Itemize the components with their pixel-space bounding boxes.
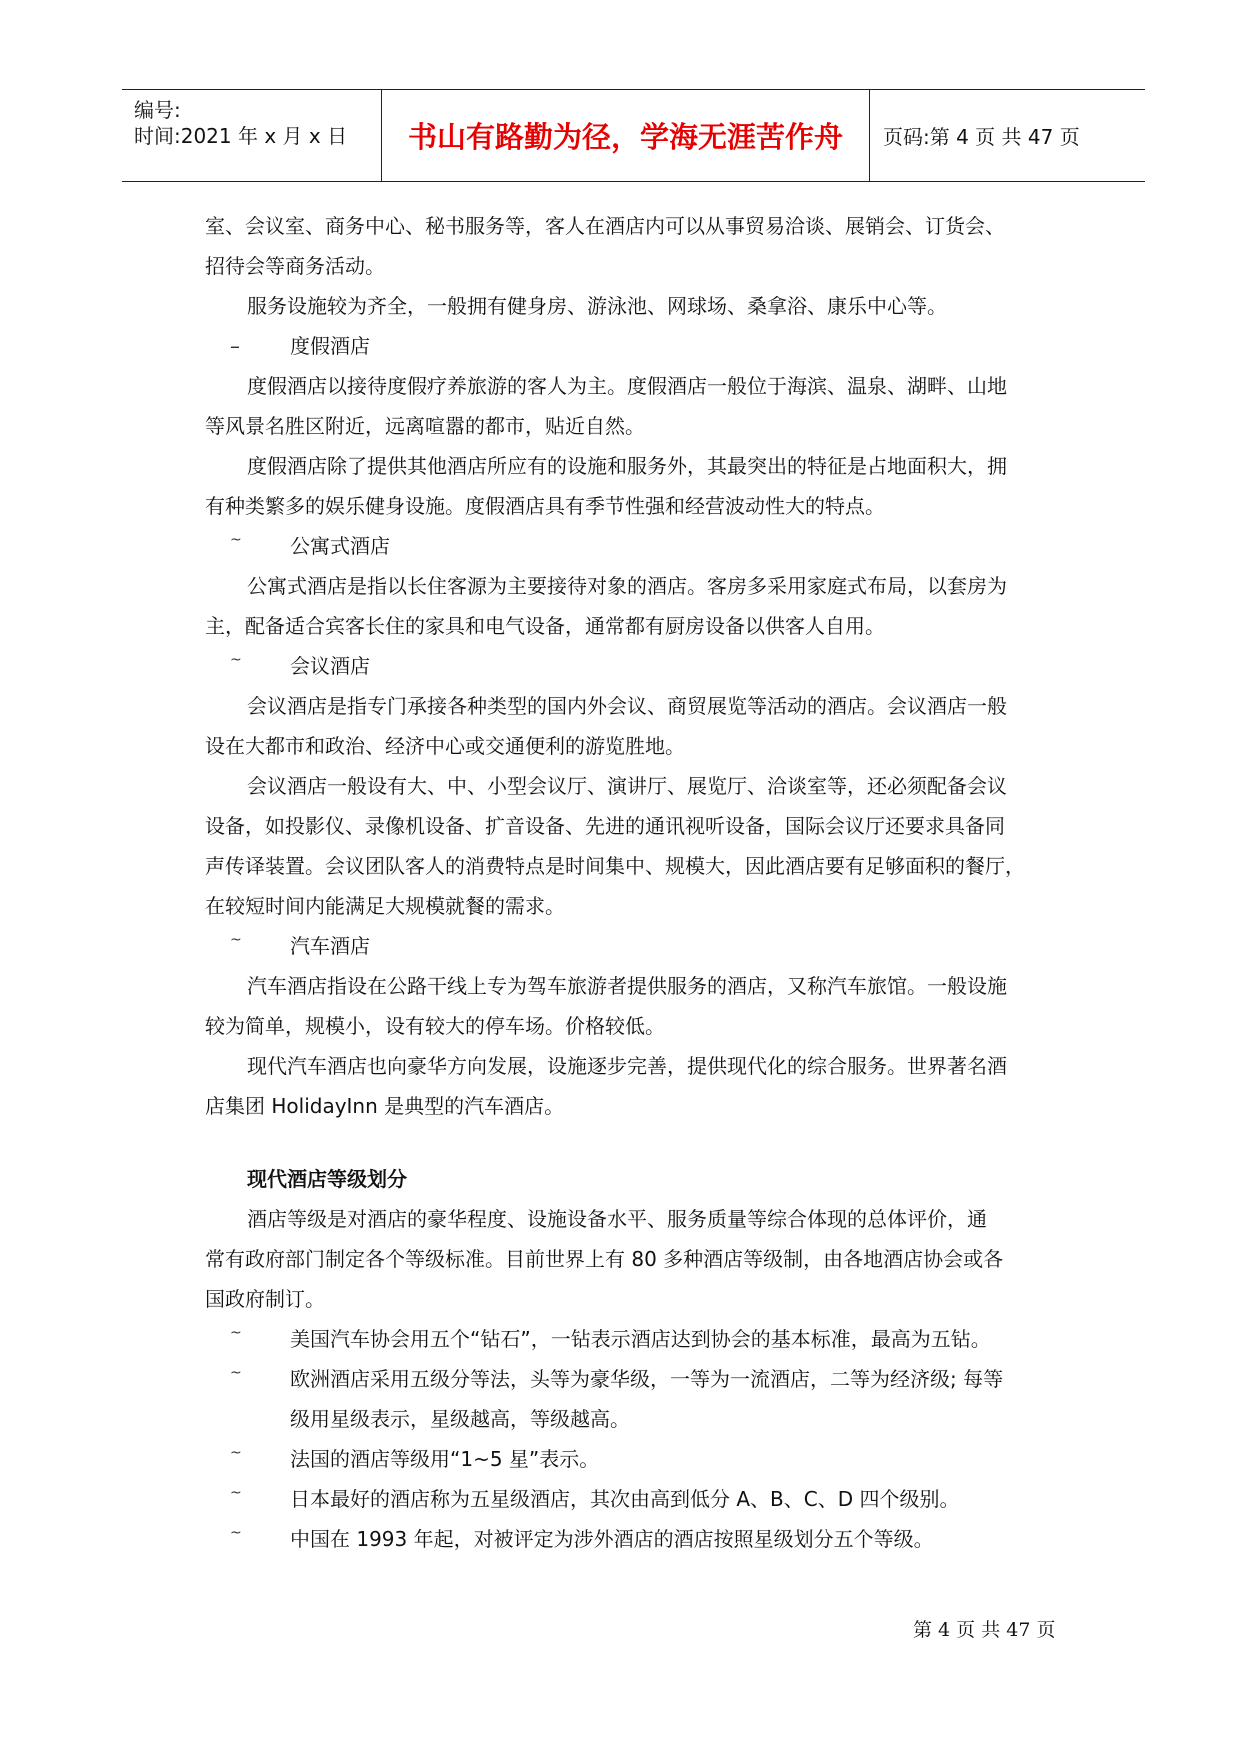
paragraph-line: 店集团 HolidayInn 是典型的汽车酒店。: [205, 1094, 565, 1118]
tilde-bullet-marker: ~: [230, 1525, 242, 1541]
section-title-resort: [205, 326, 1065, 366]
list-item-text: 美国汽车协会用五个“钻石”，一钻表示酒店达到协会的基本标准，最高为五钻。: [290, 1327, 991, 1351]
paragraph-line: 公寓式酒店是指以长住客源为主要接待对象的酒店。客房多采用家庭式布局，以套房为: [247, 574, 1007, 598]
document-header: [122, 89, 1145, 182]
tilde-bullet-marker: ~: [230, 652, 242, 668]
tilde-bullet-marker: ~: [230, 1325, 242, 1341]
paragraph-line: 国政府制订。: [205, 1287, 325, 1311]
paragraph-line: 招待会等商务活动。: [205, 254, 385, 278]
tilde-bullet-marker: ~: [230, 1445, 242, 1461]
list-item-text: 欧洲酒店采用五级分等法，头等为豪华级，一等为一流酒店，二等为经济级; 每等: [290, 1367, 1004, 1391]
paragraph-line: 声传译装置。会议团队客人的消费特点是时间集中、规模大，因此酒店要有足够面积的餐厅，: [205, 854, 1025, 878]
tilde-bullet-marker: ~: [230, 932, 242, 948]
section-title-conference: [205, 646, 1065, 686]
paragraph-line: 服务设施较为齐全，一般拥有健身房、游泳池、网球场、桑拿浴、康乐中心等。: [247, 294, 947, 318]
paragraph-line: 会议酒店是指专门承接各种类型的国内外会议、商贸展览等活动的酒店。会议酒店一般: [247, 694, 1007, 718]
dash-bullet-marker: –: [230, 334, 240, 358]
section-title-apartment: [205, 526, 1065, 566]
list-item: [205, 1519, 1065, 1559]
tilde-bullet-marker: ~: [230, 1365, 242, 1381]
list-item-text: 级用星级表示，星级越高，等级越高。: [290, 1407, 630, 1431]
tilde-bullet-marker: ~: [230, 1485, 242, 1501]
paragraph-line: 等风景名胜区附近，远离喧嚣的都市，贴近自然。: [205, 414, 645, 438]
list-item: [205, 1359, 1065, 1399]
header-page-info: 页码:第 4 页 共 47 页: [883, 125, 1080, 149]
paragraph-line: 度假酒店除了提供其他酒店所应有的设施和服务外，其最突出的特征是占地面积大，拥: [247, 454, 1007, 478]
header-meta-cell: [122, 90, 382, 181]
list-item: [205, 1319, 1065, 1359]
list-item-text: 法国的酒店等级用“1~5 星”表示。: [290, 1447, 600, 1471]
doc-number-label: 编号:: [134, 98, 181, 122]
page-footer: 第 4 页 共 47 页: [913, 1619, 1056, 1641]
tilde-bullet-marker: ~: [230, 532, 242, 548]
paragraph-line: 有种类繁多的娱乐健身设施。度假酒店具有季节性强和经营波动性大的特点。: [205, 494, 885, 518]
list-item-continuation: [205, 1399, 1065, 1439]
section-title-text: 度假酒店: [290, 334, 370, 358]
paragraph-line: 常有政府部门制定各个等级标准。目前世界上有 80 多种酒店等级制，由各地酒店协会或各: [205, 1247, 1004, 1271]
section-title-text: 会议酒店: [290, 654, 370, 678]
header-motto-cell: [382, 90, 870, 181]
paragraph-line: 主，配备适合宾客长住的家具和电气设备，通常都有厨房设备以供客人自用。: [205, 614, 885, 638]
list-item-text: 日本最好的酒店称为五星级酒店，其次由高到低分 A、B、C、D 四个级别。: [290, 1487, 960, 1511]
section-title-text: 汽车酒店: [290, 934, 370, 958]
list-item: [205, 1479, 1065, 1519]
document-body: [205, 206, 1065, 1559]
paragraph-line: 度假酒店以接待度假疗养旅游的客人为主。度假酒店一般位于海滨、温泉、湖畔、山地: [247, 374, 1007, 398]
section-heading-grading: 现代酒店等级划分: [247, 1167, 407, 1191]
list-item: [205, 1439, 1065, 1479]
paragraph-line: 较为简单，规模小，设有较大的停车场。价格较低。: [205, 1014, 665, 1038]
header-motto: 书山有路勤为径，学海无涯苦作舟: [407, 120, 843, 154]
doc-time-label: 时间:2021 年 x 月 x 日: [134, 124, 348, 148]
paragraph-line: 室、会议室、商务中心、秘书服务等，客人在酒店内可以从事贸易洽谈、展销会、订货会、: [205, 214, 1005, 238]
paragraph-line: 现代汽车酒店也向豪华方向发展，设施逐步完善，提供现代化的综合服务。世界著名酒: [247, 1054, 1007, 1078]
list-item-text: 中国在 1993 年起，对被评定为涉外酒店的酒店按照星级划分五个等级。: [290, 1527, 934, 1551]
header-page-cell: [871, 90, 1145, 181]
section-gap: [205, 1126, 1065, 1159]
paragraph-line: 设在大都市和政治、经济中心或交通便利的游览胜地。: [205, 734, 685, 758]
section-title-text: 公寓式酒店: [290, 534, 390, 558]
paragraph-line: 在较短时间内能满足大规模就餐的需求。: [205, 894, 565, 918]
paragraph-line: 设备，如投影仪、录像机设备、扩音设备、先进的通讯视听设备，国际会议厅还要求具备同: [205, 814, 1005, 838]
paragraph-line: 会议酒店一般设有大、中、小型会议厅、演讲厅、展览厅、洽谈室等，还必须配备会议: [247, 774, 1007, 798]
paragraph-line: 汽车酒店指设在公路干线上专为驾车旅游者提供服务的酒店，又称汽车旅馆。一般设施: [247, 974, 1007, 998]
paragraph-line: 酒店等级是对酒店的豪华程度、设施设备水平、服务质量等综合体现的总体评价，通: [247, 1207, 987, 1231]
section-title-motel: [205, 926, 1065, 966]
